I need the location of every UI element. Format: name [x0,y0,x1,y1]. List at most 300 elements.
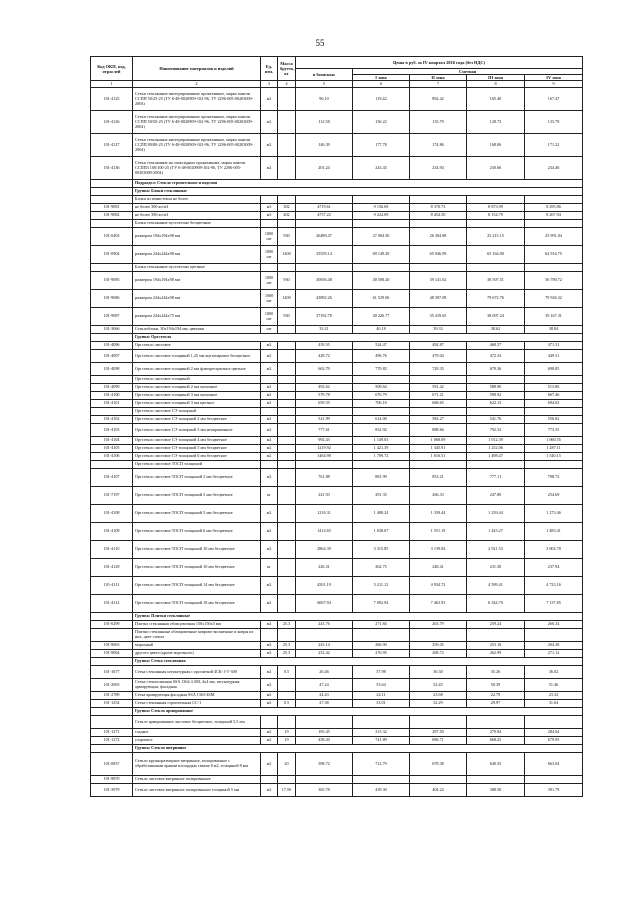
item-name: Оргстекло листовое СЭ толщиной 2 мм бесцветное [133,416,261,424]
item-mass [278,134,296,157]
table-row [91,700,583,708]
price-zone-1: 3 315.85 [353,541,410,559]
price-zone-4: 471.31 [525,342,583,350]
item-name: Оргстекло листовое ТОСП толщиной 3 мм бесцветное [133,469,261,487]
price-zone-3: 4 599.41 [467,577,525,595]
section-code-cell [91,180,133,188]
price-zone-3: 1 012.39 [467,437,525,445]
price-zone-2 [410,376,467,384]
price-zone-1: 5 211.12 [353,577,410,595]
price-zone-4: 23.32 [525,692,583,700]
section-title: Группа: Стекло армированное [133,708,583,716]
price-zone-2: 892.42 [410,88,467,111]
table-row [91,666,583,679]
section-header-row [91,658,583,666]
price-zone-1: 40 508.26 [353,272,410,290]
price-zone-1: 33.01 [353,700,410,708]
item-unit: м2 [261,469,278,487]
price-zone-4: 237.94 [525,559,583,577]
table-row [91,111,583,134]
item-name: Блоки из пенистекла не более [133,196,261,204]
table-row [91,642,583,650]
item-unit: м2 [261,363,278,376]
item-mass: 25.3 [278,621,296,629]
item-name: Стекло листовое витринное полированное толщиной 5 мм [133,784,261,797]
table-row [91,392,583,400]
price-zone-3 [467,196,525,204]
price-zone-3: 79 672.76 [467,290,525,308]
table-row [91,212,583,220]
section-header-row [91,613,583,621]
price-base: 47.24 [296,679,353,692]
table-row [91,384,583,392]
price-zone-3: 541.76 [467,416,525,424]
price-zone-1: 40.18 [353,326,410,334]
price-zone-3: 38.62 [467,326,525,334]
price-zone-1: 119.42 [353,88,410,111]
item-mass: 930 [278,272,296,290]
item-mass [278,437,296,445]
item-name: размером 244х244х98 мм [133,290,261,308]
item-name: Оргстекло листовое СЭ толщиной 5 мм бесцветное [133,445,261,453]
price-zone-2: 1 339.44 [410,505,467,523]
table-row [91,220,583,228]
item-mass [278,342,296,350]
table-row [91,461,583,469]
item-unit: м2 [261,523,278,541]
item-name: Оргстекло листовое ТОСП толщиной 14 мм бесцветное [133,577,261,595]
price-zone-1: 712.79 [353,753,410,776]
column-index: 2 [133,81,261,88]
price-zone-4: 79 926.32 [525,290,583,308]
price-zone-2: 266.33 [410,487,467,505]
item-name: Оргстекло листовое толщиной 3 мм молочное [133,392,261,400]
item-unit: м2 [261,595,278,613]
item-code: 101-9063 [91,642,133,650]
price-zone-2: 35 419.65 [410,308,467,326]
price-base: 1464.90 [296,453,353,461]
table-row [91,424,583,437]
column-index: 3 [261,81,278,88]
item-mass: 19 [278,729,296,737]
table-row [91,408,583,416]
item-name: Оргстекло листовое СЭ толщиной [133,408,261,416]
price-zone-3: 1 239.44 [467,505,525,523]
item-name: Блоки стеклянные пустотелые бесцветные [133,220,261,228]
item-mass [278,505,296,523]
item-mass [278,157,296,180]
price-zone-2: 8 454.50 [410,212,467,220]
item-code: 101-1254 [91,700,133,708]
price-zone-2: 4 934.72 [410,577,467,595]
price-zone-1: 276.95 [353,650,410,658]
price-zone-1: 136.22 [353,111,410,134]
price-zone-4: 266.34 [525,621,583,629]
column-index: 5 [296,81,353,88]
price-zone-4: 694.63 [525,400,583,408]
price-zone-1 [353,196,410,204]
header-base: в базисных [296,69,353,81]
item-unit: м2 [261,692,278,700]
section-title: Группа: Плитки стеклянные [133,613,583,621]
item-mass [278,776,296,784]
column-index: 8 [467,81,525,88]
item-mass [278,384,296,392]
price-zone-2: 729.35 [410,363,467,376]
price-zone-2: 678.38 [410,753,467,776]
table-row [91,541,583,559]
item-code: 101-4107 [91,469,133,487]
price-zone-2: 7 463.93 [410,595,467,613]
price-base: 1219.92 [296,445,353,453]
item-code: 101-9082 [91,212,133,220]
price-base: 33.21 [296,326,353,334]
item-name: Сетка армирующая фасадная SSA 1363-4SM [133,692,261,700]
item-mass [278,196,296,204]
section-title: Группа: Сетка стеклянная [133,658,583,666]
item-name: Сетка стеклянная штукатурная с пропиткой 4СК-1-Т-300 [133,666,261,679]
item-mass: 402 [278,212,296,220]
price-zone-4: 254.69 [525,487,583,505]
price-base: 201.24 [296,157,353,180]
header-code: Код ОКП, код, отраслей [91,57,133,81]
header-zone-4: IV зона [525,75,583,81]
price-zone-3: 6 344.70 [467,595,525,613]
item-unit [261,196,278,204]
price-zone-3: 472.34 [467,350,525,363]
price-base: 659.55 [296,400,353,408]
item-unit: м2 [261,157,278,180]
item-name: размером 194х194х98 мм [133,272,261,290]
item-unit: м2 [261,400,278,408]
header-name: Наименование материалов и изделий [133,57,261,81]
price-zone-2: 65 946.99 [410,246,467,264]
price-zone-2: 671.21 [410,392,467,400]
price-zone-3: 231.50 [467,559,525,577]
price-zone-2 [410,196,467,204]
price-zone-3: 792.52 [467,424,525,437]
price-base: 243.14 [296,642,353,650]
item-code [91,220,133,228]
price-zone-3: 679.36 [467,363,525,376]
item-name: Оргстекло листовое СЭ толщиной 3 мм неокрашенное [133,424,261,437]
item-code: 101-4126 [91,111,133,134]
table-row [91,88,583,111]
item-code: 101-2693 [91,679,133,692]
price-zone-4 [525,461,583,469]
price-zone-2: 39 141.62 [410,272,467,290]
price-zone-2: 582.27 [410,416,467,424]
price-zone-4: 663.04 [525,753,583,776]
price-base: 183.45 [296,729,353,737]
item-mass [278,416,296,424]
item-code: 101-4102 [91,416,133,424]
price-zone-3: 259.24 [467,621,525,629]
price-base: 777.61 [296,424,353,437]
item-code: 101-4100 [91,392,133,400]
section-header-row [91,708,583,716]
item-mass [278,461,296,469]
section-code-cell [91,708,133,716]
table-row [91,629,583,642]
price-base: 243.76 [296,621,353,629]
item-code: 101-4098 [91,363,133,376]
price-zone-4: 7 137.85 [525,595,583,613]
item-code: 101-4129 [91,559,133,577]
price-base: 112.58 [296,111,353,134]
price-zone-4: 3 002.78 [525,541,583,559]
price-zone-2: 174.86 [410,134,467,157]
price-zone-1: 524.47 [353,342,410,350]
table-row [91,363,583,376]
item-code: 101-4103 [91,424,133,437]
price-base: 521.99 [296,416,353,424]
item-mass [278,220,296,228]
header-unit: Ед. изм. [261,57,278,81]
price-zone-1: 262.75 [353,559,410,577]
price-zone-2: 1 551.19 [410,523,467,541]
item-name: Оргстекло листовое ТОСП толщиной 18 мм бесцветное [133,595,261,613]
price-zone-1: 741.89 [353,737,410,745]
item-mass: 1400 [278,246,296,264]
item-unit: м2 [261,666,278,679]
price-zone-2: 492.87 [410,342,467,350]
item-code: 101-9087 [91,308,133,326]
price-zone-3 [467,716,525,729]
item-code: 101-2789 [91,692,133,700]
item-name: узорчатое [133,737,261,745]
price-zone-4 [525,196,583,204]
table-row [91,326,583,334]
price-base [296,461,353,469]
item-name: Оргстекло листовое толщиной 2 мм флюоресцентное цветное [133,363,261,376]
item-code: 101-6299 [91,621,133,629]
price-zone-3 [467,408,525,416]
section-header-row [91,188,583,196]
table-row [91,776,583,784]
section-title: Группа: Стекло витринное [133,745,583,753]
price-base: 226.31 [296,559,353,577]
price-zone-3: 777.11 [467,469,525,487]
item-unit: м2 [261,650,278,658]
item-mass: 25.3 [278,650,296,658]
item-unit: м2 [261,577,278,595]
item-mass [278,350,296,363]
item-mass: 25.3 [278,642,296,650]
price-zone-2 [410,461,467,469]
price-zone-2: 404.24 [410,784,467,797]
price-zone-3: 622.13 [467,400,525,408]
header-zone-3: III зона [467,75,525,81]
price-zone-2: 36.30 [410,666,467,679]
item-unit: м2 [261,342,278,350]
price-zone-3: 168.06 [467,134,525,157]
column-index: 1 [91,81,133,88]
item-mass: 0.5 [278,666,296,679]
price-zone-3: 2 921.53 [467,541,525,559]
item-mass [278,264,296,272]
price-zone-2: 591.42 [410,384,467,392]
price-zone-1: 670.79 [353,392,410,400]
price-zone-3: 388.50 [467,784,525,797]
price-zone-3: 253.16 [467,642,525,650]
price-zone-3: 128.73 [467,111,525,134]
price-zone-2: 268.72 [410,650,467,658]
item-code: 101-4127 [91,134,133,157]
item-code: 101-3979 [91,784,133,797]
item-mass [278,392,296,400]
price-zone-1: 291.35 [353,487,410,505]
price-base: 1414.65 [296,523,353,541]
price-zone-4: 1 273.46 [525,505,583,523]
item-name: размером 194х194х98 мм [133,228,261,246]
item-unit: м2 [261,384,278,392]
price-zone-1: 9 136.69 [353,204,410,212]
item-name: Оргстекло листовое СЭ толщиной 4 мм бесцветное [133,437,261,445]
item-mass [278,692,296,700]
table-row [91,157,583,180]
item-code [91,629,133,642]
price-base [296,629,353,642]
price-zone-3: 38 007.24 [467,308,525,326]
item-name: Оргстекло листовое ТОСП толщиной 6 мм бесцветное [133,523,261,541]
item-unit: м2 [261,350,278,363]
price-zone-1 [353,220,410,228]
price-zone-3: 262.99 [467,650,525,658]
item-mass [278,595,296,613]
price-zone-1: 266.90 [353,642,410,650]
item-mass [278,376,296,384]
price-zone-3 [467,461,525,469]
price-base: 35559.14 [296,246,353,264]
item-unit: 1000 шт [261,228,278,246]
table-row [91,342,583,350]
price-base: 4719.61 [296,204,353,212]
item-name: другого цвета (кроме морозного) [133,650,261,658]
table-row [91,437,583,445]
column-index: 4 [278,81,296,88]
price-base: 579.78 [296,392,353,400]
item-unit: м3 [261,204,278,212]
table-row [91,737,583,745]
price-zone-1: 243.43 [353,157,410,180]
table-row [91,400,583,408]
item-unit: м2 [261,416,278,424]
price-zone-3: 165.40 [467,88,525,111]
item-name: Стекло крупноразмерное витринное, полированное с обработанными краями площадью свыше 8 м2, толщиной 8 мм [133,753,261,776]
price-zone-4: 1 287.11 [525,445,583,453]
price-zone-4: 1 060.55 [525,437,583,445]
item-unit: м2 [261,392,278,400]
price-zone-2: 696.71 [410,737,467,745]
price-table [90,56,583,797]
item-mass: 20 [278,753,296,776]
table-row [91,505,583,523]
price-base [296,408,353,416]
price-zone-2: 888.66 [410,424,467,437]
item-name: не более 390 кг/м3 [133,212,261,220]
item-unit: кг [261,487,278,505]
table-row [91,784,583,797]
price-base: 4501.19 [296,577,353,595]
price-zone-3 [467,264,525,272]
item-unit: м2 [261,445,278,453]
item-code: 101-7197 [91,487,133,505]
price-zone-4: 271.12 [525,650,583,658]
price-zone-4: 8 267.94 [525,212,583,220]
price-zone-2: 287.50 [410,729,467,737]
price-zone-3: 8 873.99 [467,204,525,212]
item-name: Блоки стеклянные пустотелые цветные [133,264,261,272]
item-unit: кг [261,559,278,577]
item-code: 101-4112 [91,595,133,613]
price-zone-2 [410,220,467,228]
price-zone-4: 4 723.16 [525,577,583,595]
item-mass [278,408,296,416]
item-mass [278,445,296,453]
table-row [91,350,583,363]
price-zone-2: 32.29 [410,700,467,708]
item-mass [278,679,296,692]
table-row [91,716,583,729]
price-base: 4757.22 [296,212,353,220]
item-unit: шт [261,326,278,334]
price-zone-1: 24.11 [353,692,410,700]
price-zone-3: 668.25 [467,737,525,745]
item-code: 101-9064 [91,650,133,658]
price-zone-4: 36.02 [525,666,583,679]
price-base: 2864.39 [296,541,353,559]
item-name: Сетки стеклянные на эпоксидных прокатанные, марка панели ССППЗ 100/100-25 (ТУ 6-48-0020909-102-96, ТУ 2296-005-00203009-2004) [133,157,261,180]
item-code [91,196,133,204]
item-mass: 930 [278,308,296,326]
item-mass: 19 [278,737,296,745]
item-mass [278,400,296,408]
price-base [296,376,353,384]
price-zone-4: 1 540.15 [525,453,583,461]
price-base: 761.88 [296,469,353,487]
price-base [296,264,353,272]
price-zone-2: 1 068.09 [410,437,467,445]
price-zone-1: 1 709.72 [353,453,410,461]
price-zone-4: 773.35 [525,424,583,437]
price-zone-4: 171.22 [525,134,583,157]
item-code: 101-4110 [91,541,133,559]
price-base: 26489.47 [296,228,353,246]
item-unit: м2 [261,679,278,692]
item-code: 101-0837 [91,753,133,776]
table-row [91,246,583,264]
item-code: 101-4101 [91,400,133,408]
item-unit [261,629,278,642]
item-mass [278,111,296,134]
table-row [91,290,583,308]
item-name: морозный [133,642,261,650]
table-row [91,416,583,424]
item-unit: м2 [261,621,278,629]
item-name: Оргстекло листовое ТОСП толщиной 10 мм бесцветное [133,559,261,577]
price-base [296,220,353,228]
price-base: 43892.26 [296,290,353,308]
item-code: 101-9085 [91,272,133,290]
table-row [91,650,583,658]
item-code: 101-1272 [91,737,133,745]
price-base [296,776,353,784]
price-zone-4: 133.79 [525,111,583,134]
price-base: 439.55 [296,342,353,350]
item-unit: м2 [261,88,278,111]
price-zone-4 [525,629,583,642]
